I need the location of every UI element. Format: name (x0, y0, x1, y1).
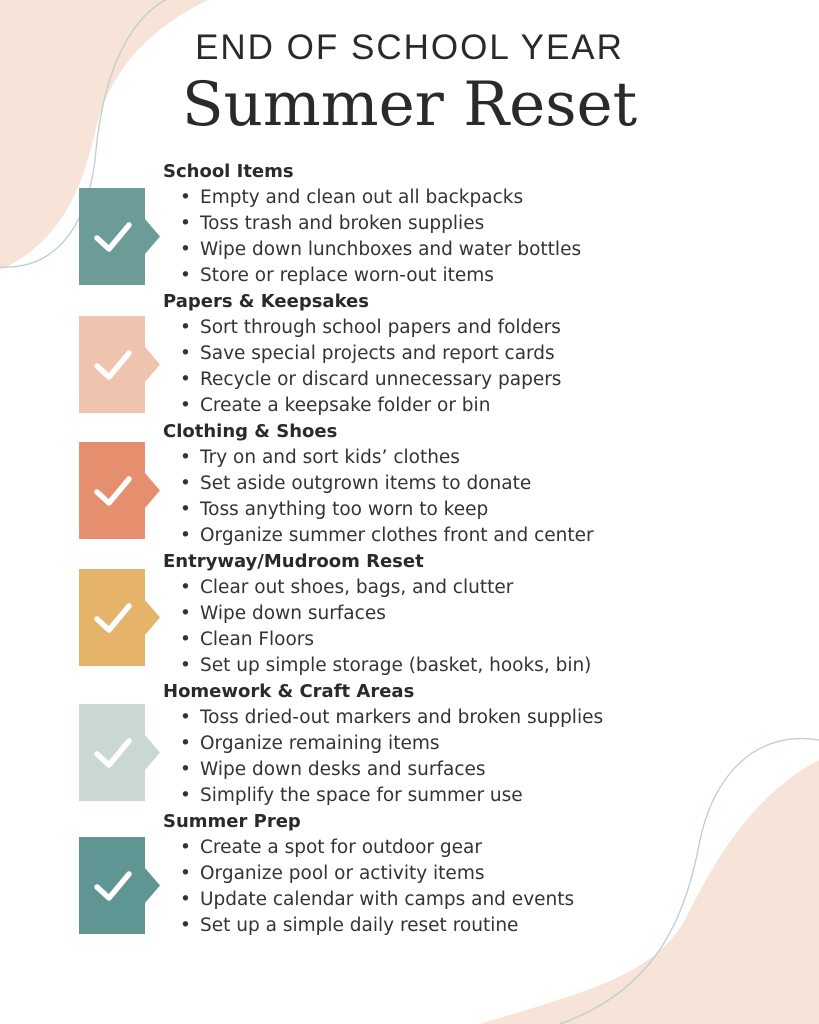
section-item-list (177, 315, 561, 419)
section-heading: Homework & Craft Areas (163, 681, 415, 702)
bullet-icon: • (180, 733, 191, 754)
section-item-list (177, 705, 603, 809)
list-item-text: Simplify the space for summer use (200, 785, 523, 806)
bullet-icon: • (180, 915, 191, 936)
bullet-icon: • (180, 395, 191, 416)
section-heading: Clothing & Shoes (163, 421, 338, 442)
list-item-text: Wipe down lunchboxes and water bottles (200, 239, 582, 260)
list-item-text: Create a spot for outdoor gear (200, 837, 482, 858)
bullet-icon: • (180, 863, 191, 884)
section-item-list (177, 445, 594, 549)
bullet-icon: • (180, 655, 191, 676)
bullet-icon: • (180, 759, 191, 780)
list-item-text: Clear out shoes, bags, and clutter (200, 577, 514, 598)
list-item (177, 757, 603, 783)
bullet-icon: • (180, 603, 191, 624)
list-item (177, 627, 591, 653)
list-item-text: Set aside outgrown items to donate (200, 473, 532, 494)
section-badge (79, 316, 161, 413)
list-item-text: Toss trash and broken supplies (200, 213, 485, 234)
bullet-icon: • (180, 187, 191, 208)
checklist-section (0, 679, 819, 809)
page-title: Summer Reset (181, 69, 638, 140)
list-item-text: Organize pool or activity items (200, 863, 485, 884)
bullet-icon: • (180, 707, 191, 728)
bullet-icon: • (180, 889, 191, 910)
bullet-icon: • (180, 317, 191, 338)
list-item (177, 705, 603, 731)
section-badge (79, 837, 161, 934)
bullet-icon: • (180, 369, 191, 390)
section-heading: Entryway/Mudroom Reset (163, 551, 424, 572)
list-item-text: Toss dried-out markers and broken supplies (200, 707, 604, 728)
bullet-icon: • (180, 499, 191, 520)
bullet-icon: • (180, 577, 191, 598)
list-item-text: Empty and clean out all backpacks (200, 187, 524, 208)
list-item (177, 471, 594, 497)
list-item-text: Clean Floors (200, 629, 315, 650)
list-item (177, 861, 574, 887)
checklist-section (0, 289, 819, 419)
list-item-text: Sort through school papers and folders (200, 317, 561, 338)
bullet-icon: • (180, 447, 191, 468)
list-item (177, 237, 581, 263)
section-badge (79, 442, 161, 539)
list-item-text: Update calendar with camps and events (200, 889, 575, 910)
list-item-text: Set up a simple daily reset routine (200, 915, 519, 936)
checklist-section (0, 549, 819, 679)
list-item (177, 523, 594, 549)
list-item (177, 315, 561, 341)
list-item (177, 445, 594, 471)
list-item (177, 393, 561, 419)
list-item (177, 913, 574, 939)
bullet-icon: • (180, 525, 191, 546)
list-item-text: Create a keepsake folder or bin (200, 395, 491, 416)
section-badge (79, 569, 161, 666)
page-header (0, 28, 819, 140)
list-item (177, 185, 581, 211)
section-badge (79, 188, 161, 285)
list-item-text: Try on and sort kids’ clothes (200, 447, 460, 468)
section-badge (79, 704, 161, 801)
section-heading: Summer Prep (163, 811, 301, 832)
section-item-list (177, 185, 581, 289)
checklist-section (0, 419, 819, 549)
bullet-icon: • (180, 265, 191, 286)
list-item-text: Wipe down desks and surfaces (200, 759, 486, 780)
list-item-text: Toss anything too worn to keep (200, 499, 489, 520)
bullet-icon: • (180, 213, 191, 234)
list-item (177, 835, 574, 861)
section-item-list (177, 835, 574, 939)
bullet-icon: • (180, 473, 191, 494)
checklist-section (0, 159, 819, 289)
list-item (177, 575, 591, 601)
section-item-list (177, 575, 591, 679)
checklist-section (0, 809, 819, 939)
list-item (177, 783, 603, 809)
section-heading: Papers & Keepsakes (163, 291, 369, 312)
list-item (177, 887, 574, 913)
list-item-text: Organize remaining items (200, 733, 440, 754)
list-item-text: Save special projects and report cards (200, 343, 555, 364)
page-pre-title: END OF SCHOOL YEAR (195, 28, 624, 67)
list-item (177, 731, 603, 757)
list-item (177, 211, 581, 237)
bullet-icon: • (180, 629, 191, 650)
list-item (177, 367, 561, 393)
bullet-icon: • (180, 785, 191, 806)
list-item (177, 341, 561, 367)
bullet-icon: • (180, 343, 191, 364)
list-item-text: Store or replace worn-out items (200, 265, 494, 286)
list-item-text: Wipe down surfaces (200, 603, 386, 624)
bullet-icon: • (180, 239, 191, 260)
list-item-text: Organize summer clothes front and center (200, 525, 594, 546)
list-item (177, 497, 594, 523)
section-heading: School Items (163, 161, 294, 182)
bullet-icon: • (180, 837, 191, 858)
list-item (177, 263, 581, 289)
list-item-text: Set up simple storage (basket, hooks, bin) (200, 655, 592, 676)
list-item (177, 601, 591, 627)
list-item-text: Recycle or discard unnecessary papers (200, 369, 562, 390)
list-item (177, 653, 591, 679)
